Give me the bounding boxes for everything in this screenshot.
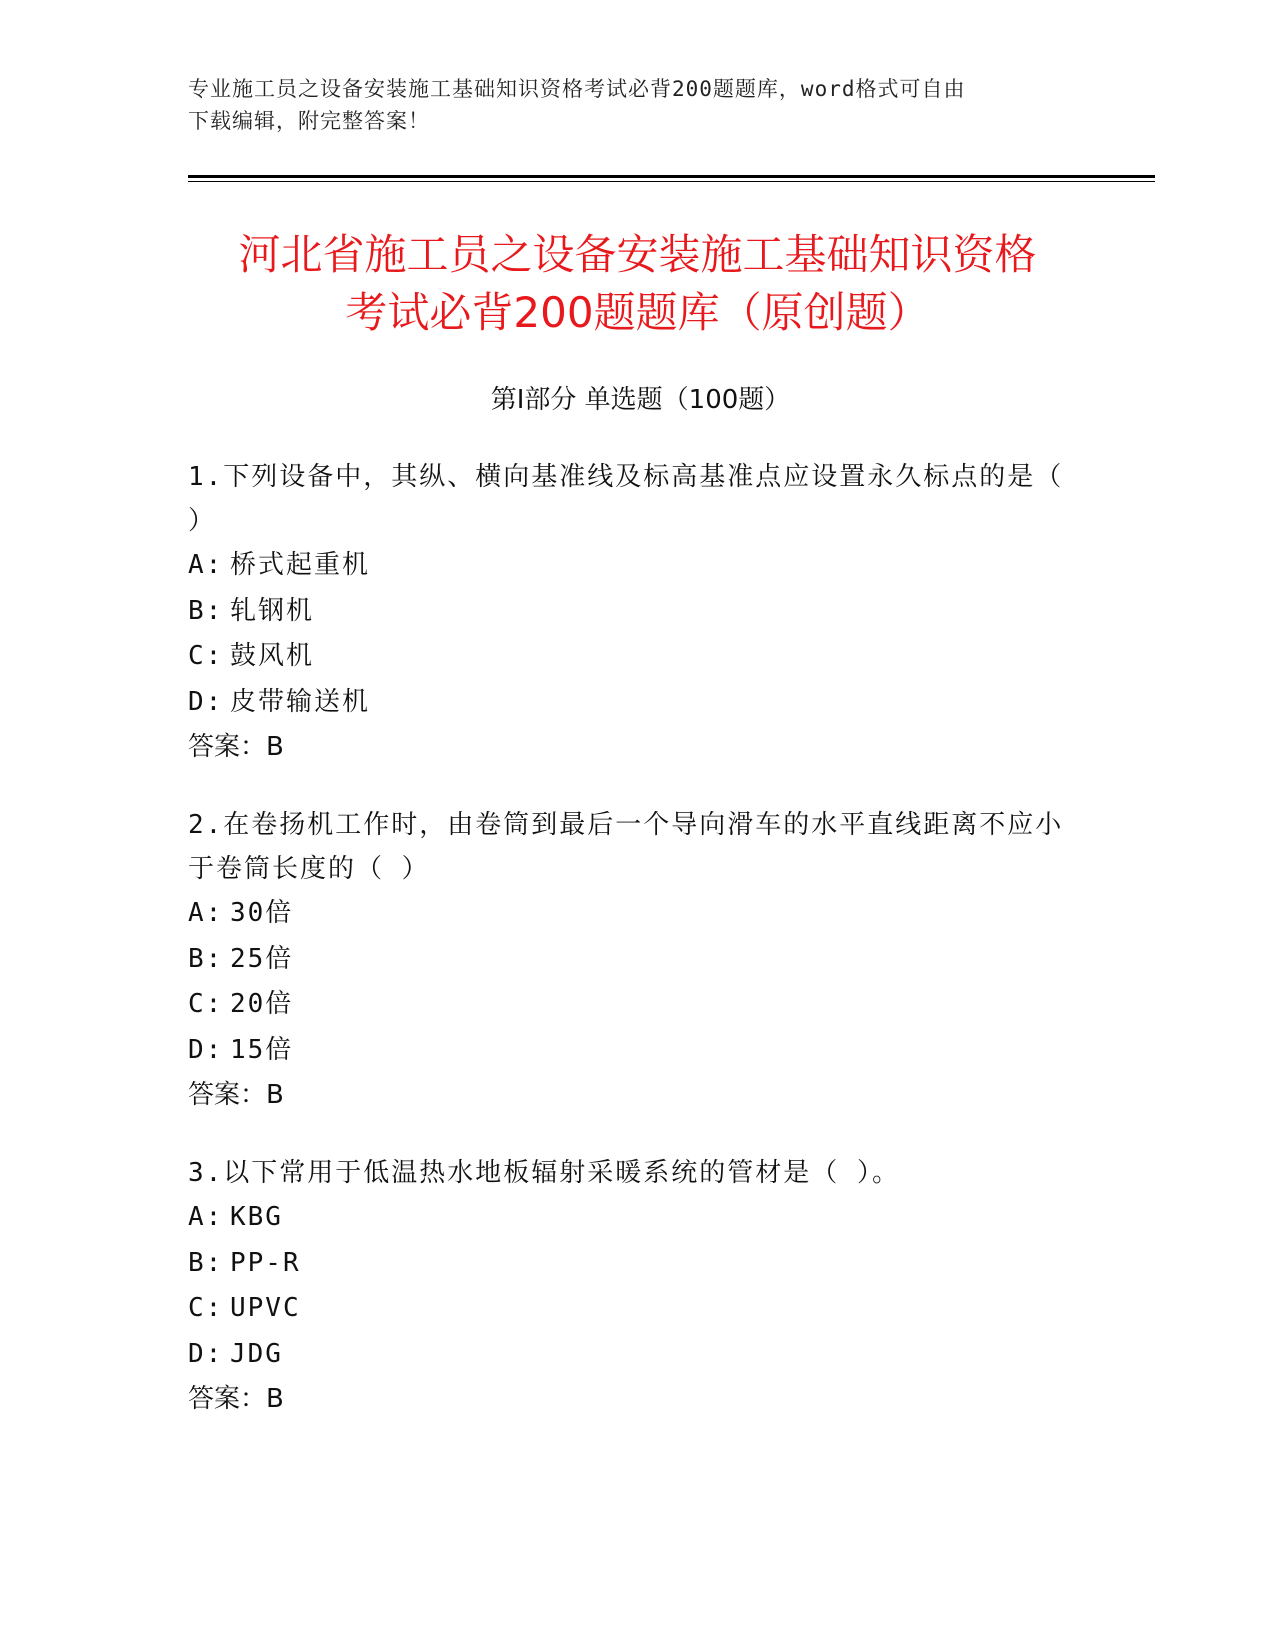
option-c [188,634,1068,680]
option-text: KBG [230,1202,283,1232]
option-text: 桥式起重机 [230,550,371,580]
document-title [160,226,1115,342]
question-3 [188,1151,1068,1422]
option-text: 20倍 [230,989,294,1019]
header-divider-thin [188,181,1155,182]
option-d [188,1028,1068,1074]
option-a [188,891,1068,937]
option-b [188,937,1068,983]
option-letter: D: [188,1034,224,1065]
option-b [188,589,1068,635]
option-c [188,982,1068,1028]
option-a [188,1195,1068,1241]
option-text: 30倍 [230,898,294,928]
header-note [188,73,1068,137]
option-b [188,1241,1068,1287]
option-text: UPVC [230,1293,301,1323]
option-letter: B: [188,1247,224,1278]
option-c [188,1286,1068,1332]
option-text: 15倍 [230,1034,294,1065]
option-letter: C: [188,989,224,1019]
option-letter: C: [188,641,224,671]
question-1 [188,455,1068,770]
document-title-line1: 河北省施工员之设备安装施工基础知识资格 [238,230,1037,279]
option-letter: B: [188,943,224,974]
question-stem: 1.下列设备中，其纵、横向基准线及标高基准点应设置永久标点的是（ ） [188,462,1064,536]
option-letter: D: [188,1338,224,1369]
question-stem: 2.在卷扬机工作时，由卷筒到最后一个导向滑车的水平直线距离不应小于卷筒长度的（ ） [188,810,1064,884]
answer-line: 答案：B [188,1384,284,1414]
option-letter: B: [188,595,224,626]
header-divider-thick [188,175,1155,178]
option-text: PP-R [230,1247,301,1278]
header-note-line1: 专业施工员之设备安装施工基础知识资格考试必背200题题库，word格式可自由 [188,77,966,101]
option-a [188,543,1068,589]
option-text: 皮带输送机 [230,686,371,717]
option-text: 鼓风机 [230,641,315,671]
option-letter: A: [188,550,224,580]
option-text: JDG [230,1338,283,1369]
header-note-line2: 下载编辑，附完整答案！ [188,109,430,133]
answer-line: 答案：B [188,1080,284,1110]
question-2 [188,803,1068,1118]
option-d [188,680,1068,726]
option-text: 25倍 [230,943,294,974]
option-letter: A: [188,1202,224,1232]
section-title: 第Ⅰ部分 单选题（100题） [490,385,791,415]
document-title-line2: 考试必背200题题库（原创题） [345,288,930,337]
answer-line: 答案：B [188,732,284,762]
option-letter: D: [188,686,224,717]
option-letter: C: [188,1293,224,1323]
option-d [188,1332,1068,1378]
option-text: 轧钢机 [230,595,315,626]
option-letter: A: [188,898,224,928]
question-stem: 3.以下常用于低温热水地板辐射采暖系统的管材是（ ）。 [188,1158,900,1188]
